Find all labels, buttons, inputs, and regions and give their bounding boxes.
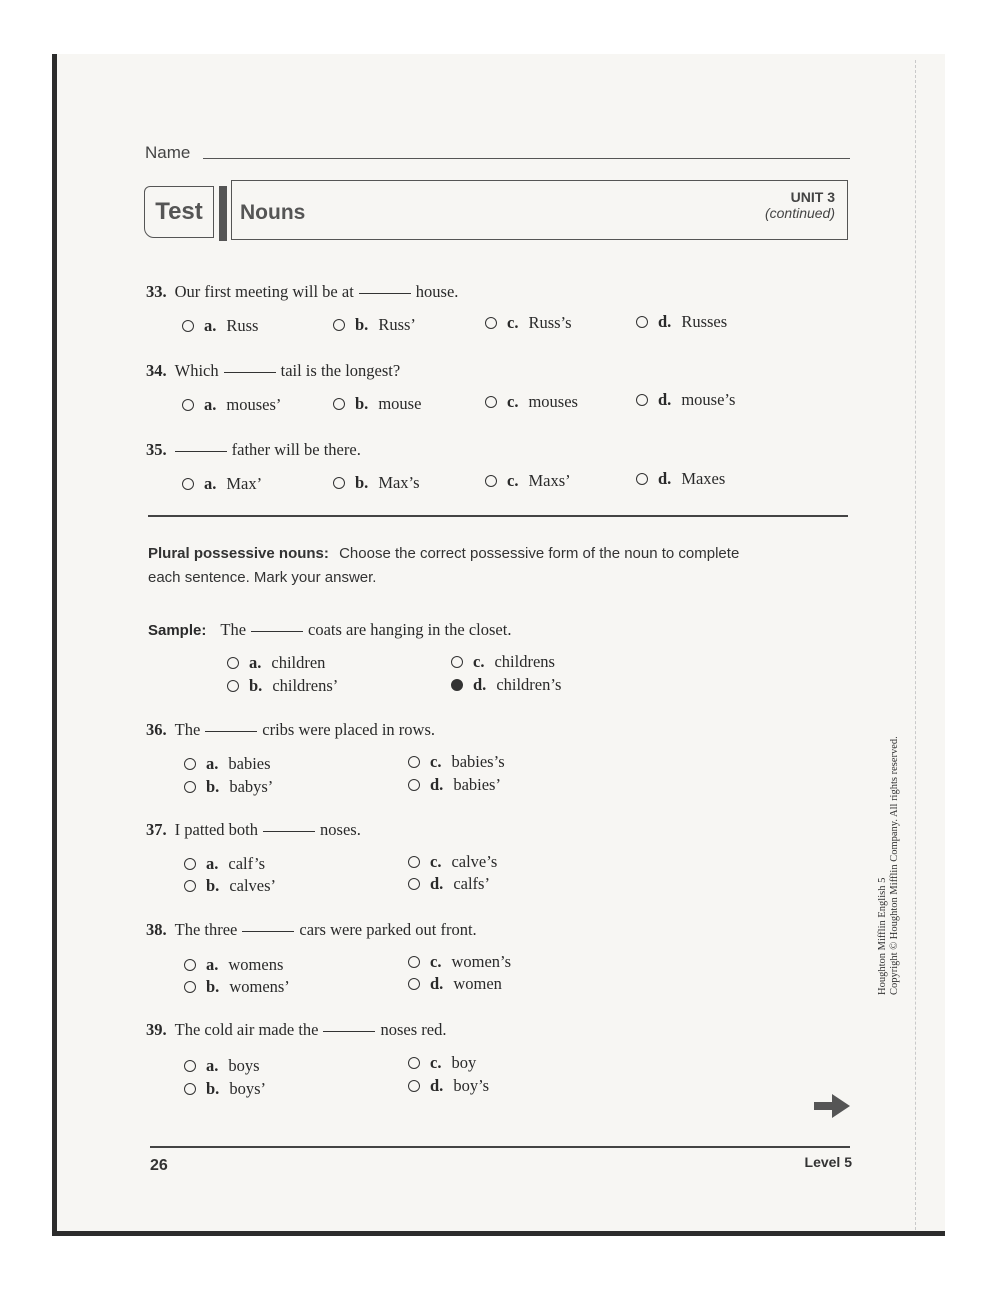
option-letter: b. xyxy=(206,977,220,996)
question-text-after: tail is the longest? xyxy=(280,361,401,380)
question-text-after: house. xyxy=(415,282,459,301)
option-36d[interactable] xyxy=(408,775,501,795)
answer-blank xyxy=(242,931,294,932)
radio-circle[interactable] xyxy=(408,978,420,990)
radio-circle[interactable] xyxy=(451,656,463,668)
right-arrow-icon xyxy=(814,1094,850,1118)
instructions xyxy=(148,542,768,590)
option-text: boys’ xyxy=(229,1079,266,1098)
question-text-before: Which xyxy=(174,361,219,380)
radio-circle[interactable] xyxy=(636,473,648,485)
question-text-after: noses. xyxy=(320,820,361,839)
option-text: Russ’s xyxy=(528,313,572,332)
option-text: boy xyxy=(451,1053,477,1072)
option-letter: b. xyxy=(355,315,369,334)
option-letter: d. xyxy=(473,675,487,694)
radio-circle[interactable] xyxy=(636,394,648,406)
option-letter: a. xyxy=(206,1056,219,1075)
option-37c[interactable] xyxy=(408,852,497,872)
option-letter: b. xyxy=(206,1079,220,1098)
level-label: Level 5 xyxy=(804,1154,852,1170)
option-35c[interactable] xyxy=(485,471,571,491)
question-38 xyxy=(146,920,477,940)
option-text: Russ’ xyxy=(378,315,416,334)
option-37a[interactable] xyxy=(184,854,265,874)
option-33d[interactable] xyxy=(636,312,727,332)
page-edge xyxy=(915,60,916,1230)
radio-circle[interactable] xyxy=(408,956,420,968)
unit-label: UNIT 3 xyxy=(790,189,835,205)
option-text: womens xyxy=(228,955,284,974)
question-text-after: cribs were placed in rows. xyxy=(262,720,436,739)
option-text: boy’s xyxy=(453,1076,490,1095)
option-letter: b. xyxy=(206,876,220,895)
answer-blank xyxy=(251,631,303,632)
option-letter: d. xyxy=(430,1076,444,1095)
radio-circle[interactable] xyxy=(408,779,420,791)
sample-option-c[interactable] xyxy=(451,652,555,672)
option-letter: a. xyxy=(206,854,219,873)
footer-divider xyxy=(150,1146,850,1148)
option-letter: b. xyxy=(355,394,369,413)
option-36b[interactable] xyxy=(184,777,273,797)
option-37d[interactable] xyxy=(408,874,490,894)
radio-circle[interactable] xyxy=(184,781,196,793)
question-number: 38. xyxy=(146,920,167,939)
title-box xyxy=(231,180,848,240)
option-text: calfs’ xyxy=(453,874,490,893)
option-letter: c. xyxy=(430,952,442,971)
option-text: boys xyxy=(228,1056,260,1075)
question-36 xyxy=(146,720,435,740)
sample-option-d[interactable] xyxy=(451,675,561,695)
option-33a[interactable] xyxy=(182,316,258,336)
option-letter: a. xyxy=(204,474,217,493)
option-letter: b. xyxy=(206,777,220,796)
option-text: women’s xyxy=(451,952,512,971)
sample-question xyxy=(148,620,511,640)
radio-circle[interactable] xyxy=(636,316,648,328)
option-text: Russ xyxy=(226,316,259,335)
option-letter: a. xyxy=(206,754,219,773)
copyright-line-1: Houghton Mifflin English 5 xyxy=(877,877,888,995)
sample-option-b[interactable] xyxy=(227,676,338,696)
option-text: babies’s xyxy=(451,752,505,771)
option-text: calve’s xyxy=(451,852,498,871)
radio-circle[interactable] xyxy=(333,319,345,331)
radio-circle[interactable] xyxy=(182,478,194,490)
option-letter: d. xyxy=(658,312,672,331)
option-text: womens’ xyxy=(229,977,290,996)
option-letter: a. xyxy=(206,955,219,974)
option-text: babys’ xyxy=(229,777,274,796)
option-text: babies’ xyxy=(453,775,501,794)
option-letter: d. xyxy=(430,974,444,993)
instructions-heading: Plural possessive nouns: xyxy=(148,545,329,562)
question-text-after: coats are hanging in the closet. xyxy=(308,620,512,639)
name-label: Name xyxy=(145,143,191,162)
section-divider xyxy=(148,515,848,517)
question-35 xyxy=(146,440,361,460)
test-label: Test xyxy=(144,186,214,238)
option-text: Maxes xyxy=(681,469,726,488)
question-number: 37. xyxy=(146,820,167,839)
option-letter: c. xyxy=(507,313,519,332)
radio-circle[interactable] xyxy=(227,680,239,692)
option-letter: d. xyxy=(430,775,444,794)
option-text: children’s xyxy=(496,675,562,694)
unit-info xyxy=(765,189,835,221)
option-34a[interactable] xyxy=(182,395,281,415)
option-38d[interactable] xyxy=(408,974,502,994)
radio-circle[interactable] xyxy=(184,758,196,770)
option-text: babies xyxy=(228,754,271,773)
answer-blank xyxy=(359,293,411,294)
radio-circle[interactable] xyxy=(182,320,194,332)
answer-blank xyxy=(205,731,257,732)
option-text: calf’s xyxy=(228,854,266,873)
option-text: childrens’ xyxy=(272,676,339,695)
option-letter: b. xyxy=(249,676,263,695)
radio-circle[interactable] xyxy=(408,1057,420,1069)
option-letter: c. xyxy=(430,752,442,771)
continued-label: (continued) xyxy=(764,205,835,221)
copyright-notice xyxy=(877,725,901,995)
option-39b[interactable] xyxy=(184,1079,266,1099)
radio-circle[interactable] xyxy=(184,880,196,892)
radio-circle[interactable] xyxy=(184,1060,196,1072)
option-text: mouse’s xyxy=(681,390,736,409)
radio-circle[interactable] xyxy=(184,858,196,870)
option-text: Maxs’ xyxy=(528,471,571,490)
option-text: mouses’ xyxy=(226,395,282,414)
option-34c[interactable] xyxy=(485,392,578,412)
option-36a[interactable] xyxy=(184,754,271,774)
header-divider xyxy=(219,186,227,241)
option-letter: d. xyxy=(658,390,672,409)
radio-circle[interactable] xyxy=(333,398,345,410)
question-text-before: The xyxy=(220,620,247,639)
answer-blank xyxy=(263,831,315,832)
option-37b[interactable] xyxy=(184,876,276,896)
option-text: children xyxy=(271,653,326,672)
question-text-after: noses red. xyxy=(380,1020,447,1039)
option-text: calves’ xyxy=(229,876,277,895)
radio-circle[interactable] xyxy=(227,657,239,669)
option-39d[interactable] xyxy=(408,1076,489,1096)
option-text: women xyxy=(453,974,502,993)
option-letter: c. xyxy=(507,471,519,490)
option-text: Max’ xyxy=(226,474,263,493)
option-letter: a. xyxy=(249,653,262,672)
option-38b[interactable] xyxy=(184,977,290,997)
question-text-before: Our first meeting will be at xyxy=(174,282,354,301)
option-33b[interactable] xyxy=(333,315,416,335)
question-text-after: father will be there. xyxy=(231,440,361,459)
question-text-before: I patted both xyxy=(174,820,259,839)
radio-circle[interactable] xyxy=(333,477,345,489)
radio-circle[interactable] xyxy=(485,317,497,329)
name-field[interactable] xyxy=(203,158,850,159)
option-letter: c. xyxy=(430,1053,442,1072)
question-number: 36. xyxy=(146,720,167,739)
option-35b[interactable] xyxy=(333,473,420,493)
question-text-before: The three xyxy=(174,920,238,939)
option-text: Max’s xyxy=(378,473,420,492)
option-35a[interactable] xyxy=(182,474,262,494)
question-37 xyxy=(146,820,361,840)
sample-option-a[interactable] xyxy=(227,653,325,673)
option-letter: a. xyxy=(204,395,217,414)
option-39a[interactable] xyxy=(184,1056,260,1076)
page-title: Nouns xyxy=(240,201,306,224)
question-number: 35. xyxy=(146,440,167,459)
radio-circle[interactable] xyxy=(408,756,420,768)
option-36c[interactable] xyxy=(408,752,505,772)
option-letter: c. xyxy=(473,652,485,671)
test-header xyxy=(144,180,848,242)
radio-circle[interactable] xyxy=(408,856,420,868)
answer-blank xyxy=(175,451,227,452)
option-letter: c. xyxy=(507,392,519,411)
radio-circle[interactable] xyxy=(408,1080,420,1092)
radio-circle[interactable] xyxy=(182,399,194,411)
option-letter: d. xyxy=(430,874,444,893)
instructions-text: Choose the correct possessive form of the noun to complete each sentence. Mark your answer. xyxy=(148,545,740,586)
question-number: 33. xyxy=(146,282,167,301)
option-34b[interactable] xyxy=(333,394,421,414)
question-number: 39. xyxy=(146,1020,167,1039)
option-letter: a. xyxy=(204,316,217,335)
question-text-before: The cold air made the xyxy=(174,1020,319,1039)
option-34d[interactable] xyxy=(636,390,735,410)
sample-label: Sample: xyxy=(148,622,207,639)
option-text: mouses xyxy=(528,392,578,411)
question-33 xyxy=(146,282,458,302)
answer-blank xyxy=(224,372,276,373)
copyright-line-2: Copyright © Houghton Mifflin Company. All rights reserved. xyxy=(889,736,900,995)
radio-circle-selected[interactable] xyxy=(451,679,463,691)
answer-blank xyxy=(323,1031,375,1032)
question-39 xyxy=(146,1020,446,1040)
option-text: childrens xyxy=(494,652,555,671)
option-33c[interactable] xyxy=(485,313,572,333)
radio-circle[interactable] xyxy=(408,878,420,890)
radio-circle[interactable] xyxy=(485,396,497,408)
name-row xyxy=(145,143,850,167)
option-letter: c. xyxy=(430,852,442,871)
option-text: Russes xyxy=(681,312,728,331)
radio-circle[interactable] xyxy=(184,1083,196,1095)
option-38a[interactable] xyxy=(184,955,283,975)
option-letter: b. xyxy=(355,473,369,492)
question-number: 34. xyxy=(146,361,167,380)
question-text-before: The xyxy=(174,720,201,739)
radio-circle[interactable] xyxy=(485,475,497,487)
page-number: 26 xyxy=(150,1157,168,1174)
option-35d[interactable] xyxy=(636,469,725,489)
option-38c[interactable] xyxy=(408,952,511,972)
option-letter: d. xyxy=(658,469,672,488)
question-text-after: cars were parked out front. xyxy=(299,920,477,939)
option-text: mouse xyxy=(378,394,422,413)
radio-circle[interactable] xyxy=(184,981,196,993)
option-39c[interactable] xyxy=(408,1053,476,1073)
question-34 xyxy=(146,361,400,381)
radio-circle[interactable] xyxy=(184,959,196,971)
